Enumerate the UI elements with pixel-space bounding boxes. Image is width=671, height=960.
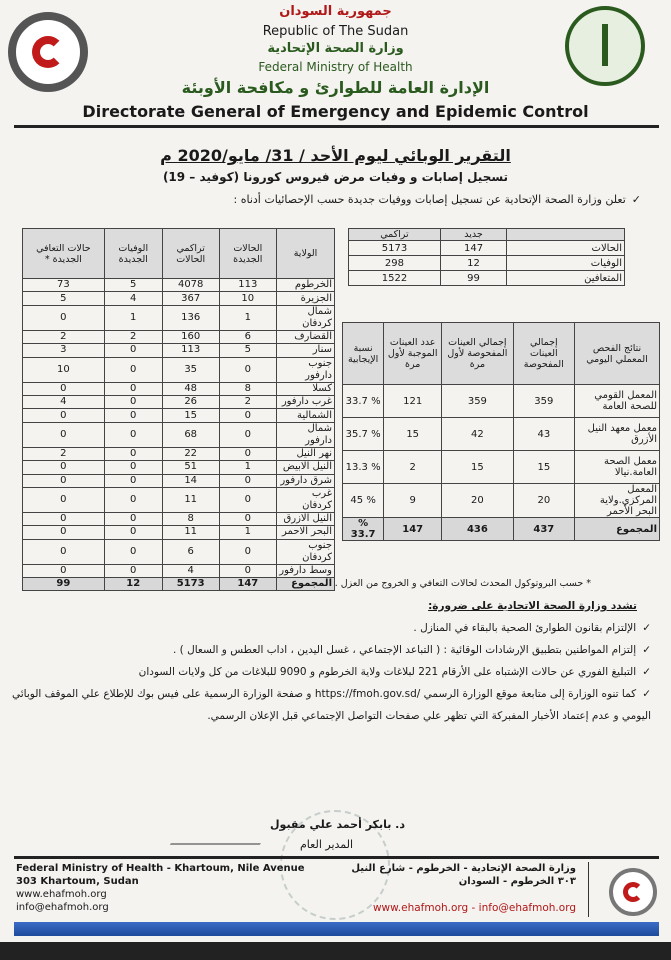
table-cell: 0 bbox=[104, 564, 162, 577]
column-header: الولاية bbox=[277, 229, 335, 279]
table-cell: 11 bbox=[162, 526, 219, 539]
footer-web: www.ehafmoh.org - info@ehafmoh.org bbox=[372, 902, 576, 914]
table-row bbox=[23, 292, 335, 305]
table-cell: 0 bbox=[104, 474, 162, 487]
table-cell: 1 bbox=[104, 305, 162, 330]
column-header: تراكمي الحالات bbox=[162, 229, 219, 279]
table-cell: 0 bbox=[23, 487, 105, 512]
row-label: سنار bbox=[277, 344, 335, 357]
table-cell: 0 bbox=[23, 382, 105, 395]
table-cell: 0 bbox=[219, 357, 276, 382]
signatory-name: د. بابكر أحمد علي مقبول bbox=[270, 818, 405, 831]
table-cell: 4 bbox=[104, 292, 162, 305]
table-row bbox=[349, 271, 625, 286]
table-cell: 0 bbox=[104, 409, 162, 422]
summary-table bbox=[348, 228, 625, 286]
table-cell: 0 bbox=[219, 447, 276, 460]
table-row bbox=[23, 447, 335, 460]
table-row bbox=[343, 385, 660, 418]
report-intro: ✓تعلن وزارة الصحة الإتحادية عن تسجيل إصابات ووفيات جديدة حسب الإحصائيات أدناه : bbox=[233, 193, 641, 206]
header-en-country: Republic of The Sudan bbox=[262, 24, 409, 39]
table-cell: 359 bbox=[513, 385, 574, 418]
table-cell: 0 bbox=[219, 512, 276, 525]
table-cell: 0 bbox=[104, 539, 162, 564]
row-label: المعمل المركزي.ولاية البحر الأحمر bbox=[575, 484, 660, 518]
check-icon: ✓ bbox=[642, 688, 651, 700]
states-table bbox=[22, 228, 335, 591]
table-cell: 0 bbox=[104, 422, 162, 447]
header-en-directorate: Directorate General of Emergency and Epidemic Control bbox=[82, 102, 589, 121]
column-header: الحالات الجديدة bbox=[219, 229, 276, 279]
table-cell: 0 bbox=[104, 512, 162, 525]
note-item bbox=[11, 617, 651, 639]
row-label: وسط دارفور bbox=[277, 564, 335, 577]
table-row bbox=[23, 357, 335, 382]
table-row bbox=[349, 256, 625, 271]
table-cell: 6 bbox=[219, 330, 276, 343]
table-cell: 0 bbox=[104, 526, 162, 539]
table-cell: 15 bbox=[162, 409, 219, 422]
row-label: شرق دارفور bbox=[277, 474, 335, 487]
table-cell: 0 bbox=[219, 487, 276, 512]
total-label: المجموع bbox=[277, 578, 335, 591]
table-row bbox=[343, 484, 660, 518]
footer-separator bbox=[588, 862, 589, 917]
table-cell: 2 bbox=[384, 451, 442, 484]
table-cell: 4 bbox=[162, 564, 219, 577]
column-header: إجمالي العينات المفحوصة لأول مرة bbox=[442, 323, 514, 385]
column-header: إجمالي العينات المفحوصة bbox=[513, 323, 574, 385]
table-cell: 359 bbox=[442, 385, 514, 418]
total-cell: 99 bbox=[23, 578, 105, 591]
column-header: الوفيات الجديدة bbox=[104, 229, 162, 279]
table-cell: 147 bbox=[440, 241, 506, 256]
table-cell: 10 bbox=[219, 292, 276, 305]
table-cell: 0 bbox=[219, 564, 276, 577]
total-cell: 12 bbox=[104, 578, 162, 591]
row-label: الجزيرة bbox=[277, 292, 335, 305]
table-cell: 0 bbox=[23, 409, 105, 422]
total-label: المجموع bbox=[575, 518, 660, 541]
table-row bbox=[23, 422, 335, 447]
row-label: الحالات bbox=[507, 241, 625, 256]
total-cell: % 33.7 bbox=[343, 518, 384, 541]
table-cell: 9 bbox=[384, 484, 442, 518]
note-item bbox=[11, 661, 651, 683]
table-row bbox=[23, 395, 335, 408]
header-ar-ministry: وزارة الصحة الإتحادية bbox=[267, 41, 404, 56]
table-cell: 2 bbox=[219, 395, 276, 408]
table-cell: 42 bbox=[442, 418, 514, 451]
check-icon: ✓ bbox=[631, 193, 641, 206]
table-cell: 4 bbox=[23, 395, 105, 408]
table-row bbox=[23, 305, 335, 330]
table-cell: 113 bbox=[162, 344, 219, 357]
table-row bbox=[23, 526, 335, 539]
footer-divider bbox=[14, 856, 659, 859]
column-header bbox=[507, 229, 625, 241]
table-cell: 160 bbox=[162, 330, 219, 343]
notes-section bbox=[11, 573, 651, 727]
table-cell: 8 bbox=[162, 512, 219, 525]
total-cell: 5173 bbox=[162, 578, 219, 591]
note-text: إلتزام المواطنين بتطبيق الإرشادات الوقائية : ( التباعد الإجتماعي ، غسل اليدين ، اداب العطس و السعال ) . bbox=[172, 644, 637, 656]
table-cell: 0 bbox=[104, 447, 162, 460]
row-label: كسلا bbox=[277, 382, 335, 395]
table-cell: 20 bbox=[442, 484, 514, 518]
table-row bbox=[23, 330, 335, 343]
table-cell: 298 bbox=[349, 256, 441, 271]
table-cell: 0 bbox=[23, 305, 105, 330]
table-cell: 0 bbox=[219, 539, 276, 564]
table-cell: 48 bbox=[162, 382, 219, 395]
total-cell: 437 bbox=[513, 518, 574, 541]
row-label: جنوب دارفور bbox=[277, 357, 335, 382]
table-cell: 1522 bbox=[349, 271, 441, 286]
table-row bbox=[23, 461, 335, 474]
table-cell: 0 bbox=[104, 344, 162, 357]
table-row bbox=[23, 512, 335, 525]
table-cell: 4078 bbox=[162, 279, 219, 292]
row-label: الخرطوم bbox=[277, 279, 335, 292]
row-label: المعمل القومي للصحة العامة bbox=[575, 385, 660, 418]
signatory-role: المدير العام bbox=[300, 838, 354, 851]
table-row bbox=[23, 409, 335, 422]
table-row bbox=[23, 344, 335, 357]
table-cell: 5 bbox=[219, 344, 276, 357]
emergency-logo-icon bbox=[8, 12, 88, 92]
table-cell: % 13.3 bbox=[343, 451, 384, 484]
table-cell: 0 bbox=[104, 461, 162, 474]
header-ar-directorate: الإدارة العامة للطوارئ و مكافحة الأوبئة bbox=[181, 78, 490, 97]
table-row bbox=[23, 474, 335, 487]
table-cell: 68 bbox=[162, 422, 219, 447]
table-cell: 11 bbox=[162, 487, 219, 512]
row-label: جنوب كردفان bbox=[277, 539, 335, 564]
row-label: شمال كردفان bbox=[277, 305, 335, 330]
table-cell: 3 bbox=[23, 344, 105, 357]
table-cell: 2 bbox=[104, 330, 162, 343]
table-cell: 136 bbox=[162, 305, 219, 330]
table-row bbox=[23, 279, 335, 292]
row-label: البحر الاحمر bbox=[277, 526, 335, 539]
table-cell: 35 bbox=[162, 357, 219, 382]
footer-logo-icon bbox=[609, 868, 657, 916]
header-divider bbox=[14, 125, 659, 128]
table-cell: 0 bbox=[219, 422, 276, 447]
table-cell: 0 bbox=[23, 526, 105, 539]
table-cell: 121 bbox=[384, 385, 442, 418]
ministry-logo-icon bbox=[565, 6, 645, 86]
table-cell: 0 bbox=[219, 474, 276, 487]
table-cell: 2 bbox=[23, 330, 105, 343]
total-cell: 147 bbox=[219, 578, 276, 591]
table-cell: 0 bbox=[219, 409, 276, 422]
report-title: التقرير الوبائي ليوم الأحد / 31/ مايو/2020 م bbox=[160, 146, 511, 165]
row-label: نهر النيل bbox=[277, 447, 335, 460]
column-header: جديد bbox=[440, 229, 506, 241]
table-cell: 0 bbox=[104, 382, 162, 395]
row-label: غرب دارفور bbox=[277, 395, 335, 408]
row-label: القضارف bbox=[277, 330, 335, 343]
header-en-ministry: Federal Ministry of Health bbox=[258, 60, 413, 74]
table-cell: 0 bbox=[23, 422, 105, 447]
footer-blue-bar bbox=[14, 922, 659, 936]
table-row bbox=[23, 539, 335, 564]
note-text: الإلتزام بقانون الطوارئ الصحية بالبقاء في المنازل . bbox=[413, 622, 637, 634]
table-cell: 0 bbox=[23, 512, 105, 525]
table-cell: 43 bbox=[513, 418, 574, 451]
table-cell: 15 bbox=[384, 418, 442, 451]
row-label: المتعافين bbox=[507, 271, 625, 286]
column-header: حالات التعافي الجديدة * bbox=[23, 229, 105, 279]
table-cell: % 35.7 bbox=[343, 418, 384, 451]
report-subtitle: تسجيل إصابات و وفيات مرض فيروس كورونا (كوفيد – 19) bbox=[162, 170, 509, 184]
footnote: * حسب البروتوكول المحدث لحالات التعافي و الخروج من العزل . bbox=[334, 578, 591, 589]
note-item bbox=[11, 683, 651, 727]
table-cell: 1 bbox=[219, 461, 276, 474]
row-label: النيل الازرق bbox=[277, 512, 335, 525]
table-cell: % 45 bbox=[343, 484, 384, 518]
table-cell: 99 bbox=[440, 271, 506, 286]
table-cell: 0 bbox=[104, 357, 162, 382]
table-cell: 0 bbox=[104, 395, 162, 408]
table-cell: 0 bbox=[23, 564, 105, 577]
table-cell: 22 bbox=[162, 447, 219, 460]
table-row bbox=[23, 487, 335, 512]
table-cell: % 33.7 bbox=[343, 385, 384, 418]
lab-results-table bbox=[342, 322, 660, 541]
table-row bbox=[343, 451, 660, 484]
column-header: نتائج الفحص المعملي اليومي bbox=[575, 323, 660, 385]
table-cell: 10 bbox=[23, 357, 105, 382]
table-cell: 0 bbox=[23, 461, 105, 474]
column-header: نسبة الإيجابية bbox=[343, 323, 384, 385]
row-label: معمل الصحة العامة.نيالا bbox=[575, 451, 660, 484]
header-ar-country: جمهورية السودان bbox=[279, 4, 392, 19]
table-cell: 113 bbox=[219, 279, 276, 292]
notes-heading: تشدد وزارة الصحة الاتحادية على ضرورة: bbox=[428, 600, 637, 612]
table-cell: 20 bbox=[513, 484, 574, 518]
table-cell: 15 bbox=[442, 451, 514, 484]
total-row bbox=[343, 518, 660, 541]
row-label: معمل معهد النيل الأزرق bbox=[575, 418, 660, 451]
table-cell: 8 bbox=[219, 382, 276, 395]
column-header: تراكمي bbox=[349, 229, 441, 241]
total-cell: 436 bbox=[442, 518, 514, 541]
table-cell: 5 bbox=[23, 292, 105, 305]
check-icon: ✓ bbox=[642, 622, 651, 634]
table-cell: 51 bbox=[162, 461, 219, 474]
table-cell: 0 bbox=[23, 539, 105, 564]
photo-edge bbox=[0, 942, 671, 960]
signature-mark bbox=[170, 775, 300, 845]
table-cell: 2 bbox=[23, 447, 105, 460]
row-label: شمال دارفور bbox=[277, 422, 335, 447]
table-row bbox=[349, 241, 625, 256]
table-row bbox=[23, 382, 335, 395]
note-text: كما تنوه الوزارة إلى متابعة موقع الوزارة الرسمي /https://fmoh.gov.sd و صفحة الوزارة الرسمية على فيس بوك للإطلاع علي الموقف الوبائي اليومي و عدم إعتماد الأخبار المفبركة التي تظهر علي صفحات التواصل الإجتماعي قبل الإعلان الرسمي. bbox=[11, 688, 651, 722]
table-cell: 6 bbox=[162, 539, 219, 564]
table-cell: 5173 bbox=[349, 241, 441, 256]
row-label: الوفيات bbox=[507, 256, 625, 271]
table-cell: 1 bbox=[219, 526, 276, 539]
table-cell: 0 bbox=[23, 474, 105, 487]
total-cell: 147 bbox=[384, 518, 442, 541]
table-cell: 12 bbox=[440, 256, 506, 271]
table-row bbox=[343, 418, 660, 451]
table-cell: 1 bbox=[219, 305, 276, 330]
footer-english: Federal Ministry of Health - Khartoum, Nile Avenue 303 Khartoum, Sudan www.ehafmoh.org info@ehafmoh.org bbox=[16, 863, 305, 913]
table-cell: 367 bbox=[162, 292, 219, 305]
table-cell: 73 bbox=[23, 279, 105, 292]
table-cell: 5 bbox=[104, 279, 162, 292]
row-label: الشمالية bbox=[277, 409, 335, 422]
table-cell: 15 bbox=[513, 451, 574, 484]
table-cell: 26 bbox=[162, 395, 219, 408]
check-icon: ✓ bbox=[642, 666, 651, 678]
column-header: عدد العينات الموجبة لأول مرة bbox=[384, 323, 442, 385]
footer-arabic: وزارة الصحة الإتحادية - الخرطوم - شارع النيل ٣٠٣ الخرطوم - السودان bbox=[351, 863, 576, 887]
row-label: النيل الابيض bbox=[277, 461, 335, 474]
table-cell: 14 bbox=[162, 474, 219, 487]
note-text: التبليغ الفوري عن حالات الإشتباه على الأرقام 221 لبلاغات ولاية الخرطوم و 9090 للبلاغات من كل ولايات السودان bbox=[138, 666, 637, 678]
table-cell: 0 bbox=[104, 487, 162, 512]
note-item bbox=[11, 639, 651, 661]
check-icon: ✓ bbox=[642, 644, 651, 656]
row-label: غرب كردفان bbox=[277, 487, 335, 512]
